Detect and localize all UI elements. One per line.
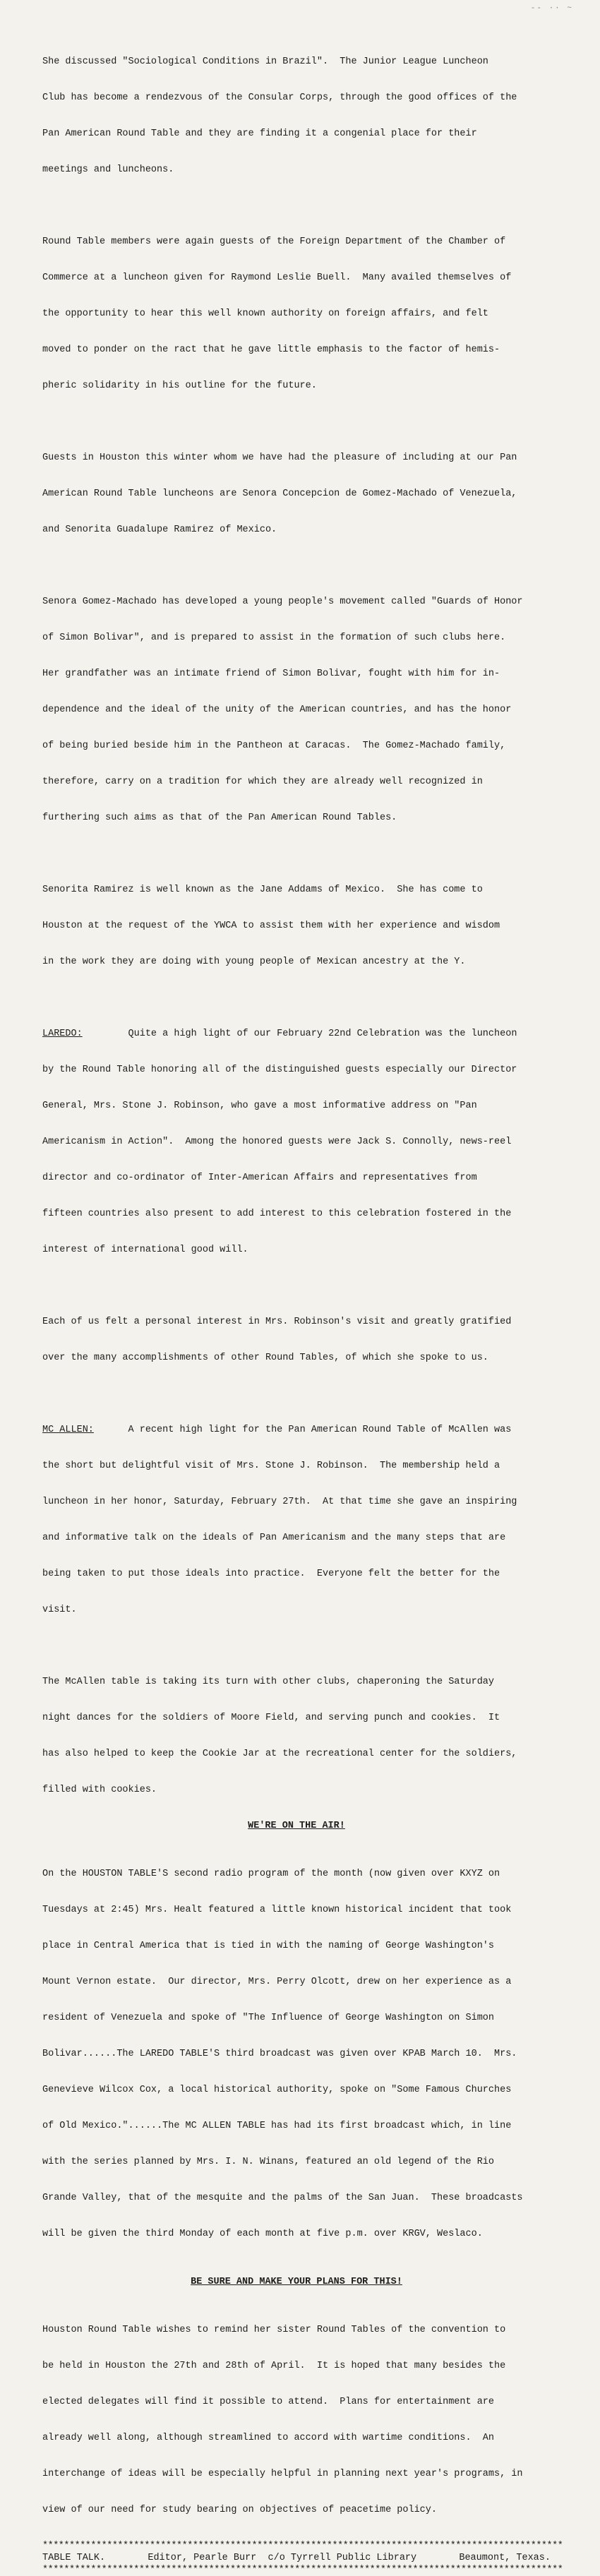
text-line: meetings and luncheons. [42, 164, 174, 175]
text-line: fifteen countries also present to add interest to this celebration fostered in the [42, 1209, 512, 1219]
text-fragment: A recent high light for the Pan American Round Table of McAllen was [93, 1425, 512, 1435]
text-line: being taken to put those ideals into practice. Everyone felt the better for the [42, 1569, 500, 1579]
paragraph-guests [42, 428, 551, 560]
section-label-laredo: LAREDO: [42, 1029, 83, 1039]
paragraph-brazil [42, 32, 551, 200]
text-line: be held in Houston the 27th and 28th of April. It is hoped that many besides the [42, 2361, 506, 2371]
text-line: pheric solidarity in his outline for the future. [42, 381, 317, 391]
text-line: resident of Venezuela and spoke of "The Influence of George Washington on Simon [42, 2013, 495, 2023]
paragraph-moore-field [42, 1652, 551, 1820]
paragraph-robinson-visit [42, 1292, 551, 1388]
text-line: director and co-ordinator of Inter-American Affairs and representatives from [42, 1173, 477, 1183]
text-line: Round Table members were again guests of the Foreign Department of the Chamber of [42, 236, 506, 247]
text-line: night dances for the soldiers of Moore Field, and serving punch and cookies. It [42, 1713, 500, 1723]
text-line: The McAllen table is taking its turn with other clubs, chaperoning the Saturday [42, 1677, 495, 1687]
text-line: will be given the third Monday of each month at five p.m. over KRGV, Weslaco. [42, 2229, 483, 2239]
paragraph-gomez-machado [42, 572, 551, 848]
text-line [42, 1424, 551, 1436]
publication-name: TABLE TALK. [42, 2553, 106, 2563]
text-line: Genevieve Wilcox Cox, a local historical authority, spoke on "Some Famous Churches [42, 2085, 512, 2095]
corner-mark: -- ·· ~ [530, 4, 573, 13]
text-line: Grande Valley, that of the mesquite and the palms of the San Juan. These broadcasts [42, 2193, 523, 2203]
section-label-mcallen: MC ALLEN: [42, 1425, 94, 1435]
text-line: over the many accomplishments of other Round Tables, of which she spoke to us. [42, 1353, 488, 1363]
text-line: interest of international good will. [42, 1245, 248, 1255]
text-line: Commerce at a luncheon given for Raymond Leslie Buell. Many availed themselves of [42, 272, 512, 283]
text-line: elected delegates will find it possible to attend. Plans for entertainment are [42, 2397, 495, 2407]
heading-make-plans: BE SURE AND MAKE YOUR PLANS FOR THIS! [191, 2277, 402, 2287]
text-line: Americanism in Action". Among the honored guests were Jack S. Connolly, news-reel [42, 1137, 512, 1147]
text-line: furthering such aims as that of the Pan American Round Tables. [42, 813, 397, 823]
text-line: Mount Vernon estate. Our director, Mrs. Perry Olcott, drew on her experience as a [42, 1977, 512, 1987]
text-line: Senorita Ramirez is well known as the Jane Addams of Mexico. She has come to [42, 885, 483, 895]
publication-place: Beaumont, Texas. [459, 2553, 551, 2563]
text-line: General, Mrs. Stone J. Robinson, who gave a most informative address on "Pan [42, 1101, 477, 1111]
text-line: Tuesdays at 2:45) Mrs. Healt featured a little known historical incident that took [42, 1905, 512, 1915]
text-line: moved to ponder on the ract that he gave little emphasis to the factor of hemis- [42, 345, 500, 355]
text-line: of Simon Bolivar", and is prepared to assist in the formation of such clubs here. [42, 633, 506, 643]
text-line: Club has become a rendezvous of the Consular Corps, through the good offices of the [42, 92, 517, 103]
divider-stars-bottom: ************************************************************************************************* [42, 2565, 563, 2575]
text-line: and informative talk on the ideals of Pan Americanism and the many steps that are [42, 1533, 506, 1543]
paragraph-ramirez [42, 860, 551, 992]
text-line: Each of us felt a personal interest in Mrs. Robinson's visit and greatly gratified [42, 1317, 512, 1327]
text-line: visit. [42, 1605, 77, 1615]
text-line: Pan American Round Table and they are finding it a congenial place for their [42, 128, 477, 139]
text-line: American Round Table luncheons are Senora Concepcion de Gomez-Machado of Venezuela, [42, 489, 517, 499]
text-line: Guests in Houston this winter whom we have had the pleasure of including at our Pan [42, 453, 517, 463]
text-line: Senora Gomez-Machado has developed a young people's movement called "Guards of Honor [42, 597, 523, 607]
text-line: and Senorita Guadalupe Ramirez of Mexico. [42, 525, 277, 535]
text-line: She discussed "Sociological Conditions in Brazil". The Junior League Luncheon [42, 56, 488, 67]
text-line: of Old Mexico."......The MC ALLEN TABLE has had its first broadcast which, in line [42, 2121, 512, 2131]
text-line: by the Round Table honoring all of the distinguished guests especially our Director [42, 1065, 517, 1075]
heading-on-the-air: WE'RE ON THE AIR! [248, 1821, 345, 1831]
newsletter-body [42, 32, 563, 2576]
text-line: On the HOUSTON TABLE'S second radio program of the month (now given over KXYZ on [42, 1869, 500, 1879]
text-line: Houston Round Table wishes to remind her sister Round Tables of the convention to [42, 2325, 506, 2335]
paragraph-radio [42, 1844, 551, 2264]
text-line: luncheon in her honor, Saturday, February 27th. At that time she gave an inspiring [42, 1497, 517, 1507]
editor-credit: Editor, Pearle Burr c/o Tyrrell Public Library [148, 2553, 417, 2563]
divider-stars-top: ************************************************************************************************* [42, 2541, 563, 2551]
text-line: interchange of ideas will be especially helpful in planning next year's programs, in [42, 2469, 523, 2479]
paragraph-convention [42, 2300, 551, 2540]
text-line: has also helped to keep the Cookie Jar at the recreational center for the soldiers, [42, 1749, 517, 1759]
text-line: of being buried beside him in the Pantheon at Caracas. The Gomez-Machado family, [42, 741, 506, 751]
text-line: dependence and the ideal of the unity of the American countries, and has the honor [42, 705, 512, 715]
text-line: in the work they are doing with young people of Mexican ancestry at the Y. [42, 957, 466, 967]
section-laredo [42, 1004, 551, 1280]
masthead-footer [42, 2552, 551, 2564]
text-line: therefore, carry on a tradition for which they are already well recognized in [42, 777, 483, 787]
text-line: view of our need for study bearing on objectives of peacetime policy. [42, 2505, 437, 2515]
section-mcallen [42, 1400, 551, 1640]
text-line: place in Central America that is tied in with the naming of George Washington's [42, 1941, 495, 1951]
text-line [42, 1028, 551, 1040]
text-line: Bolivar......The LAREDO TABLE'S third broadcast was given over KPAB March 10. Mrs. [42, 2049, 517, 2059]
text-line: the short but delightful visit of Mrs. Stone J. Robinson. The membership held a [42, 1461, 500, 1471]
text-line: filled with cookies. [42, 1785, 157, 1795]
paragraph-buell [42, 212, 551, 416]
text-fragment: Quite a high light of our February 22nd Celebration was the luncheon [82, 1029, 517, 1039]
text-line: Her grandfather was an intimate friend of Simon Bolivar, fought with him for in- [42, 669, 500, 679]
text-line: with the series planned by Mrs. I. N. Winans, featured an old legend of the Rio [42, 2157, 495, 2167]
text-line: the opportunity to hear this well known authority on foreign affairs, and felt [42, 308, 488, 319]
text-line: Houston at the request of the YWCA to assist them with her experience and wisdom [42, 921, 500, 931]
text-line: already well along, although streamlined to accord with wartime conditions. An [42, 2433, 495, 2443]
